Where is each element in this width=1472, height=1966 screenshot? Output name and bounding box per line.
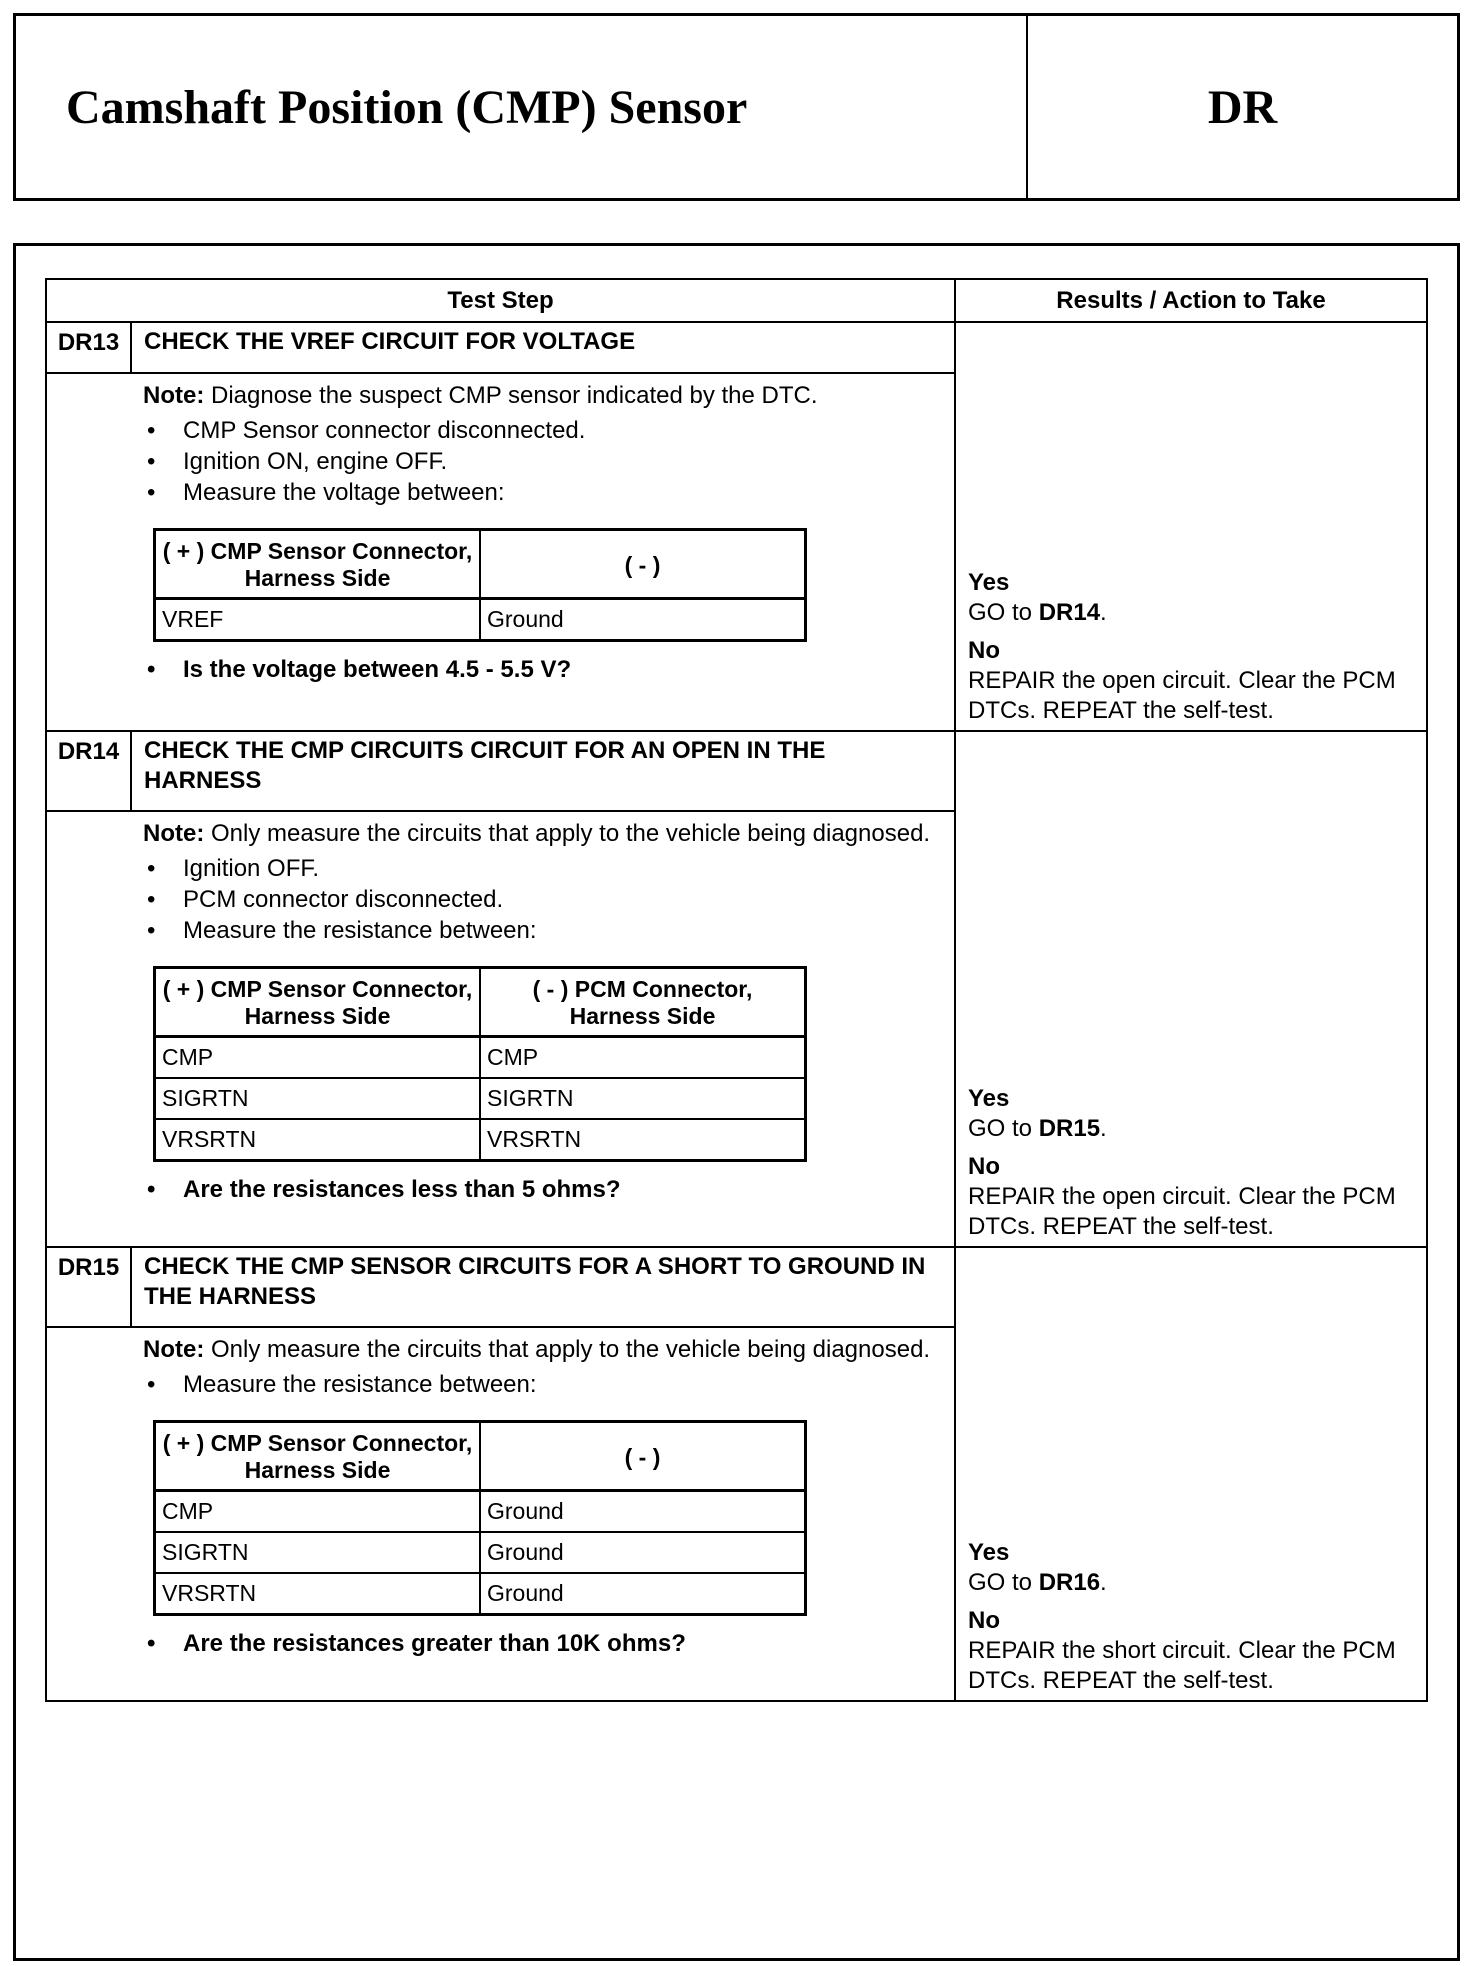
no-label: No [968, 1153, 1000, 1180]
column-header-test-step: Test Step [46, 279, 955, 322]
step-bullets [143, 1369, 942, 1400]
bullet-item: • PCM connector disconnected. [143, 884, 942, 915]
yes-target-link[interactable]: DR16 [1038, 1569, 1101, 1596]
bullet-item: • Ignition ON, engine OFF. [143, 446, 942, 477]
step-title-row [46, 322, 1427, 373]
step-bullets [143, 853, 942, 946]
note-label: Note: [143, 1336, 205, 1363]
measurement-table [153, 528, 807, 642]
bullet-item: • CMP Sensor connector disconnected. [143, 415, 942, 446]
yes-target-link[interactable]: DR14 [1038, 599, 1101, 626]
measurement-plus: CMP [155, 1491, 481, 1533]
yes-label: Yes [968, 1085, 1010, 1112]
step-results [955, 731, 1427, 1247]
yes-action [968, 1568, 1414, 1598]
measurement-header-minus: ( - ) [480, 530, 806, 599]
step-question [143, 1174, 942, 1205]
yes-end: . [1100, 1569, 1107, 1596]
measurement-header-plus: ( + ) CMP Sensor Connector, Harness Side [155, 1422, 481, 1491]
measurement-row [155, 1491, 806, 1533]
page-header [13, 13, 1460, 201]
step-bullets [143, 415, 942, 508]
note-label: Note: [143, 382, 205, 409]
step-note [143, 1334, 942, 1365]
diagnostic-table [45, 278, 1428, 1702]
measurement-row [155, 599, 806, 641]
measurement-header-plus: ( + ) CMP Sensor Connector, Harness Side [155, 530, 481, 599]
note-text: Diagnose the suspect CMP sensor indicated by the DTC. [204, 382, 818, 409]
yes-end: . [1100, 599, 1107, 626]
measurement-minus: VRSRTN [480, 1119, 806, 1161]
page-title: Camshaft Position (CMP) Sensor [66, 80, 748, 134]
measurement-plus: VRSRTN [155, 1573, 481, 1615]
bullet-item: • Ignition OFF. [143, 853, 942, 884]
measurement-minus: Ground [480, 599, 806, 641]
bullet-item: • Measure the voltage between: [143, 477, 942, 508]
no-action: REPAIR the open circuit. Clear the PCM DTCs. REPEAT the self-test. [968, 667, 1396, 724]
yes-end: . [1100, 1115, 1107, 1142]
question-text: • Are the resistances less than 5 ohms? [143, 1174, 942, 1205]
step-results [955, 1247, 1427, 1701]
step-question [143, 654, 942, 685]
yes-text: GO to [968, 1115, 1039, 1142]
bullet-item: • Measure the resistance between: [143, 915, 942, 946]
no-label: No [968, 637, 1000, 664]
section-code: DR [1207, 80, 1278, 134]
note-label: Note: [143, 820, 205, 847]
measurement-plus: VREF [155, 599, 481, 641]
measurement-header-minus: ( - ) PCM Connector, Harness Side [480, 968, 806, 1037]
bullet-item: • Measure the resistance between: [143, 1369, 942, 1400]
yes-action [968, 1114, 1414, 1144]
measurement-row [155, 1037, 806, 1079]
question-text: • Is the voltage between 4.5 - 5.5 V? [143, 654, 942, 685]
measurement-plus: VRSRTN [155, 1119, 481, 1161]
step-title-row [46, 731, 1427, 811]
measurement-minus: SIGRTN [480, 1078, 806, 1119]
no-action: REPAIR the short circuit. Clear the PCM DTCs. REPEAT the self-test. [968, 1637, 1396, 1694]
step-title: CHECK THE VREF CIRCUIT FOR VOLTAGE [131, 322, 955, 373]
step-body [46, 811, 955, 1247]
no-label: No [968, 1607, 1000, 1634]
step-question [143, 1628, 942, 1659]
measurement-row [155, 1119, 806, 1161]
measurement-plus: CMP [155, 1037, 481, 1079]
step-id: DR14 [46, 731, 131, 811]
question-text: • Are the resistances greater than 10K ohms? [143, 1628, 942, 1659]
step-title: CHECK THE CMP SENSOR CIRCUITS FOR A SHORT TO GROUND IN THE HARNESS [131, 1247, 955, 1327]
step-body [46, 1327, 955, 1701]
measurement-plus: SIGRTN [155, 1078, 481, 1119]
step-id: DR15 [46, 1247, 131, 1327]
measurement-header-minus: ( - ) [480, 1422, 806, 1491]
measurement-minus: Ground [480, 1532, 806, 1573]
measurement-row [155, 1573, 806, 1615]
measurement-table [153, 966, 807, 1162]
note-text: Only measure the circuits that apply to the vehicle being diagnosed. [204, 820, 931, 847]
yes-label: Yes [968, 569, 1010, 596]
step-results [955, 322, 1427, 731]
yes-text: GO to [968, 599, 1039, 626]
measurement-minus: CMP [480, 1037, 806, 1079]
measurement-row [155, 1078, 806, 1119]
no-action: REPAIR the open circuit. Clear the PCM DTCs. REPEAT the self-test. [968, 1183, 1396, 1240]
measurement-table [153, 1420, 807, 1616]
step-title-row [46, 1247, 1427, 1327]
column-header-results: Results / Action to Take [955, 279, 1427, 322]
step-body [46, 373, 955, 731]
yes-label: Yes [968, 1539, 1010, 1566]
step-id: DR13 [46, 322, 131, 373]
step-note [143, 818, 942, 849]
yes-action [968, 598, 1414, 628]
measurement-header-plus: ( + ) CMP Sensor Connector, Harness Side [155, 968, 481, 1037]
yes-text: GO to [968, 1569, 1039, 1596]
measurement-row [155, 1532, 806, 1573]
step-title: CHECK THE CMP CIRCUITS CIRCUIT FOR AN OPEN IN THE HARNESS [131, 731, 955, 811]
measurement-plus: SIGRTN [155, 1532, 481, 1573]
measurement-minus: Ground [480, 1573, 806, 1615]
yes-target-link[interactable]: DR15 [1038, 1115, 1101, 1142]
step-note [143, 380, 942, 411]
measurement-minus: Ground [480, 1491, 806, 1533]
note-text: Only measure the circuits that apply to the vehicle being diagnosed. [204, 1336, 931, 1363]
